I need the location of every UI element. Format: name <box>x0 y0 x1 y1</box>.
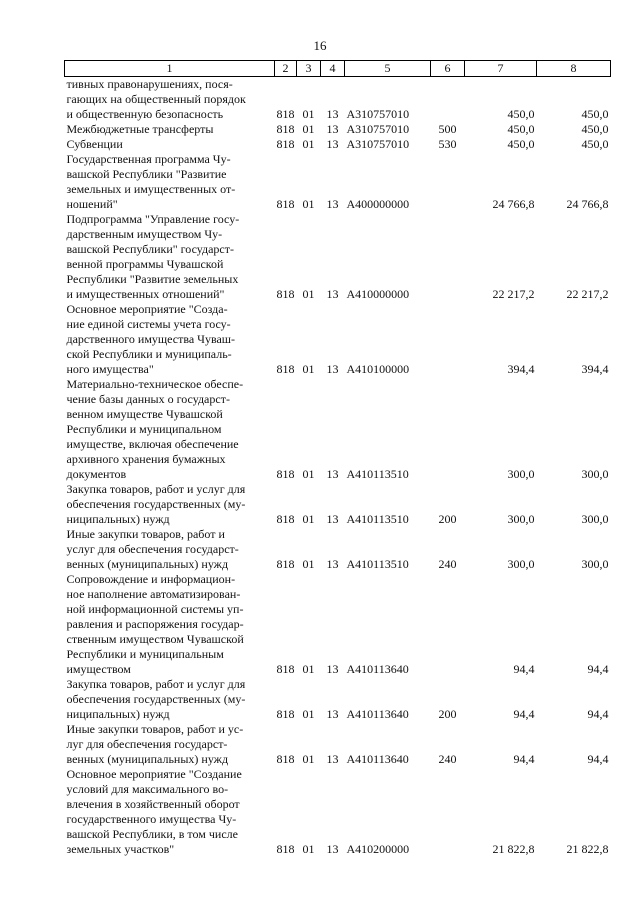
row-cell-c5: А310757010 <box>346 122 410 136</box>
row-cell-c4: 13 <box>326 662 339 676</box>
row-cell-c5: А410113640 <box>346 752 409 766</box>
row-cell-c6: 500 <box>438 122 457 136</box>
row-cell-c6: 530 <box>438 137 457 151</box>
page-number: 16 <box>313 38 327 53</box>
row-cell-c3: 01 <box>302 197 315 211</box>
row-cell-c6 <box>431 767 465 857</box>
row-cell-c5: А410200000 <box>346 842 410 856</box>
table-row <box>65 137 611 152</box>
row-description: Государственная программа Чу- вашской Республики "Развитие земельных и имущественных от- ношений" <box>66 152 236 211</box>
row-cell-c7: 450,0 <box>507 107 535 121</box>
row-cell-c4: 13 <box>326 467 339 481</box>
row-cell-c5: А400000000 <box>346 197 410 211</box>
row-cell-c3: 01 <box>302 137 315 151</box>
row-cell-c3: 01 <box>302 707 315 721</box>
row-cell-c8: 300,0 <box>581 467 609 481</box>
row-cell-c3: 01 <box>302 512 315 526</box>
row-cell-c4: 13 <box>326 137 339 151</box>
row-cell-c3: 01 <box>302 662 315 676</box>
row-cell-c3: 01 <box>302 122 315 136</box>
table-row <box>65 527 611 572</box>
row-cell-c4: 13 <box>326 842 339 856</box>
row-cell-c6 <box>431 572 465 677</box>
row-cell-c2: 818 <box>276 512 295 526</box>
row-cell-c7: 24 766,8 <box>492 197 535 211</box>
table-row <box>65 767 611 857</box>
table-body <box>65 77 611 858</box>
row-cell-c8: 394,4 <box>581 362 609 376</box>
row-cell-c2: 818 <box>276 467 295 481</box>
table-row <box>65 572 611 677</box>
row-cell-c7: 94,4 <box>513 752 535 766</box>
row-cell-c2: 818 <box>276 707 295 721</box>
row-cell-c7: 300,0 <box>507 557 535 571</box>
row-cell-c3: 01 <box>302 557 315 571</box>
row-cell-c3: 01 <box>302 842 315 856</box>
row-cell-c4: 13 <box>326 362 339 376</box>
row-description: Иные закупки товаров, работ и услуг для обеспечения государст- венных (муниципальных) нужд <box>66 527 239 571</box>
row-cell-c2: 818 <box>276 662 295 676</box>
row-cell-c7: 394,4 <box>507 362 535 376</box>
row-cell-c7: 94,4 <box>513 707 535 721</box>
table-row <box>65 377 611 482</box>
row-description: тивных правонарушениях, пося- гающих на общественный порядок и общественную безопасность <box>66 77 246 121</box>
row-cell-c6 <box>431 302 465 377</box>
row-cell-c7: 300,0 <box>507 512 535 526</box>
row-cell-c7: 450,0 <box>507 137 535 151</box>
row-description: Основное мероприятие "Созда- ние единой системы учета госу- дарственного имущества Чуваш- ской Республики и муниципаль- ного имущества" <box>66 302 236 376</box>
row-description: Основное мероприятие "Создание условий для максимального во- влечения в хозяйственный оборот государственного имущества Чу- вашской Республики, в том числе земельных участков" <box>66 767 242 856</box>
row-cell-c3: 01 <box>302 107 315 121</box>
row-cell-c5: А410113510 <box>346 557 409 571</box>
row-cell-c2: 818 <box>276 197 295 211</box>
row-cell-c4: 13 <box>326 107 339 121</box>
row-cell-c6 <box>431 77 465 123</box>
row-description: Субвенции <box>66 137 123 151</box>
row-cell-c6 <box>431 212 465 302</box>
row-description: Закупка товаров, работ и услуг для обеспечения государственных (му- ниципальных) нужд <box>66 677 246 721</box>
table-row <box>65 722 611 767</box>
header-col-2: 2 <box>275 61 297 77</box>
row-description: Материально-техническое обеспе- чение базы данных о государст- венном имуществе Чувашской Республики и муниципальном имуществе, включая обеспечение архивного хранения бумажных документов <box>66 377 244 481</box>
header-col-7: 7 <box>465 61 537 77</box>
row-cell-c8: 300,0 <box>581 512 609 526</box>
row-cell-c4: 13 <box>326 707 339 721</box>
table-header <box>65 61 611 77</box>
row-cell-c3: 01 <box>302 467 315 481</box>
row-cell-c3: 01 <box>302 287 315 301</box>
row-cell-c4: 13 <box>326 557 339 571</box>
header-row <box>65 61 611 77</box>
row-description: Сопровождение и информацион- ное наполнение автоматизирован- ной информационной системы уп- равления и распоряжения государ- ственным имуществом Чувашской Республики и муниципальным имуществом <box>66 572 244 676</box>
row-cell-c4: 13 <box>326 512 339 526</box>
row-cell-c8: 21 822,8 <box>566 842 609 856</box>
table-row <box>65 212 611 302</box>
row-cell-c2: 818 <box>276 137 295 151</box>
row-cell-c6: 240 <box>438 752 457 766</box>
row-cell-c2: 818 <box>276 287 295 301</box>
row-cell-c4: 13 <box>326 287 339 301</box>
row-cell-c8: 300,0 <box>581 557 609 571</box>
header-col-4: 4 <box>321 61 345 77</box>
row-cell-c8: 24 766,8 <box>566 197 609 211</box>
row-cell-c7: 94,4 <box>513 662 535 676</box>
header-col-6: 6 <box>431 61 465 77</box>
header-col-5: 5 <box>345 61 431 77</box>
row-description: Межбюджетные трансферты <box>66 122 214 136</box>
table-row <box>65 122 611 137</box>
row-cell-c4: 13 <box>326 197 339 211</box>
row-cell-c6: 200 <box>438 512 457 526</box>
row-cell-c7: 21 822,8 <box>492 842 535 856</box>
row-cell-c8: 450,0 <box>581 137 609 151</box>
row-cell-c8: 450,0 <box>581 107 609 121</box>
row-cell-c5: А410000000 <box>346 287 410 301</box>
row-description: Закупка товаров, работ и услуг для обеспечения государственных (му- ниципальных) нужд <box>66 482 246 526</box>
row-description: Подпрограмма "Управление госу- дарственным имуществом Чу- вашской Республики" государст- венной программы Чувашской Республики "Развитие земельных и имущественных отношений" <box>66 212 240 301</box>
row-cell-c4: 13 <box>326 122 339 136</box>
table-row <box>65 77 611 123</box>
row-cell-c5: А410113510 <box>346 467 409 481</box>
row-cell-c6: 240 <box>438 557 457 571</box>
row-cell-c5: А410113640 <box>346 662 409 676</box>
row-cell-c2: 818 <box>276 107 295 121</box>
row-cell-c2: 818 <box>276 362 295 376</box>
row-cell-c8: 22 217,2 <box>566 287 609 301</box>
row-cell-c2: 818 <box>276 752 295 766</box>
table-row <box>65 482 611 527</box>
row-cell-c6 <box>431 152 465 212</box>
row-cell-c7: 22 217,2 <box>492 287 535 301</box>
row-cell-c8: 94,4 <box>587 662 609 676</box>
row-cell-c2: 818 <box>276 842 295 856</box>
row-cell-c2: 818 <box>276 557 295 571</box>
row-cell-c6 <box>431 377 465 482</box>
row-cell-c7: 450,0 <box>507 122 535 136</box>
row-cell-c8: 94,4 <box>587 707 609 721</box>
header-col-1: 1 <box>65 61 275 77</box>
table-row <box>65 152 611 212</box>
row-cell-c5: А410113640 <box>346 707 409 721</box>
row-cell-c7: 300,0 <box>507 467 535 481</box>
table-row <box>65 302 611 377</box>
row-cell-c3: 01 <box>302 752 315 766</box>
table-row <box>65 677 611 722</box>
row-cell-c5: А310757010 <box>346 137 410 151</box>
row-cell-c6: 200 <box>438 707 457 721</box>
row-cell-c3: 01 <box>302 362 315 376</box>
row-cell-c5: А310757010 <box>346 107 410 121</box>
row-cell-c4: 13 <box>326 752 339 766</box>
header-col-3: 3 <box>297 61 321 77</box>
row-cell-c5: А410100000 <box>346 362 410 376</box>
row-description: Иные закупки товаров, работ и ус- луг для обеспечения государст- венных (муниципальных) нужд <box>66 722 244 766</box>
row-cell-c8: 450,0 <box>581 122 609 136</box>
row-cell-c5: А410113510 <box>346 512 409 526</box>
budget-table <box>64 60 611 857</box>
row-cell-c8: 94,4 <box>587 752 609 766</box>
header-col-8: 8 <box>537 61 611 77</box>
row-cell-c2: 818 <box>276 122 295 136</box>
